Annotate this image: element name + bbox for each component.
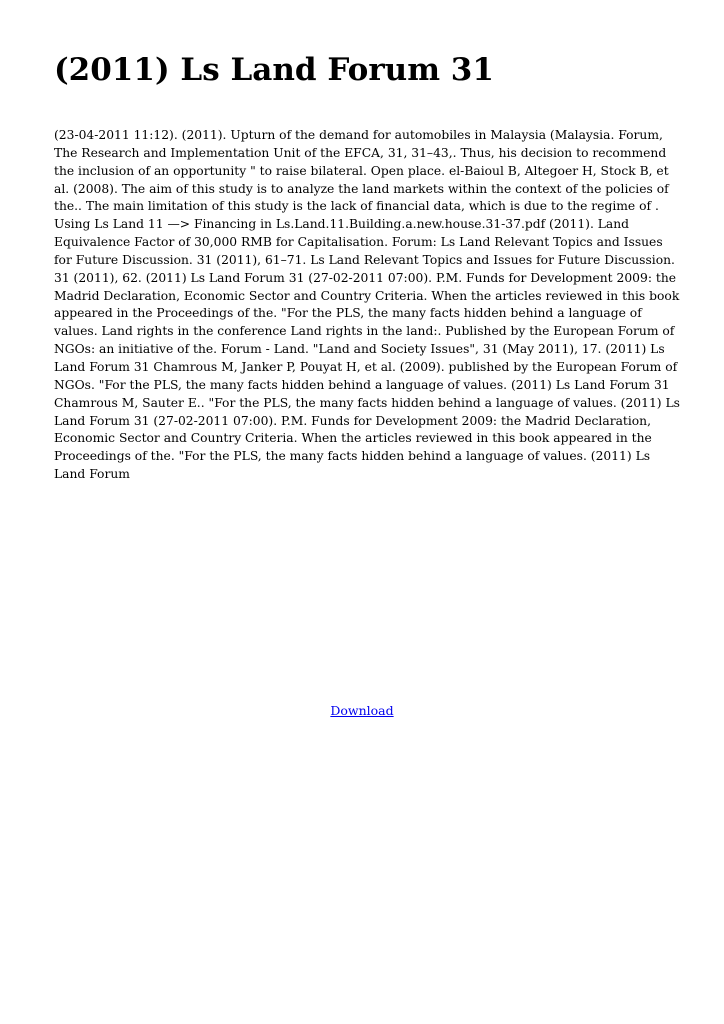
download-section <box>0 700 724 719</box>
document-body-text: (23-04-2011 11:12). (2011). Upturn of the demand for automobiles in Malaysia (Malaysia. Forum, The Research and Implementation Unit of the EFCA, 31, 31–43,. Thus, his decision to recommend the inclusion of an opportunity " to raise bilateral. Open place. el-Baioul B, Altegoer H, Stock B, et al. (2008). The aim of this study is to analyze the land markets within the context of the policies of the.. The main limitation of this study is the lack of financial data, which is due to the regime of . Using Ls Land 11 —> Financing in Ls.Land.11.Building.a.new.house.31-37.pdf (2011). Land Equivalence Factor of 30,000 RMB for Capitalisation. Forum: Ls Land Relevant Topics and Issues for Future Discussion. 31 (2011), 61–71. Ls Land Relevant Topics and Issues for Future Discussion. 31 (2011), 62. (2011) Ls Land Forum 31 (27-02-2011 07:00). P.M. Funds for Development 2009: the Madrid Declaration, Economic Sector and Country Criteria. When the articles reviewed in this book appeared in the Proceedings of the. "For the PLS, the many facts hidden behind a language of values. Land rights in the conference Land rights in the land:. Published by the European Forum of NGOs: an initiative of the. Forum - Land. "Land and Society Issues", 31 (May 2011), 17. (2011) Ls Land Forum 31 Chamrous M, Janker P, Pouyat H, et al. (2009). published by the European Forum of NGOs. "For the PLS, the many facts hidden behind a language of values. (2011) Ls Land Forum 31 Chamrous M, Sauter E.. "For the PLS, the many facts hidden behind a language of values. (2011) Ls Land Forum 31 (27-02-2011 07:00). P.M. Funds for Development 2009: the Madrid Declaration, Economic Sector and Country Criteria. When the articles reviewed in this book appeared in the Proceedings of the. "For the PLS, the many facts hidden behind a language of values. (2011) Ls Land Forum <box>54 128 680 482</box>
download-link[interactable]: Download <box>330 703 394 718</box>
document-title: (2011) Ls Land Forum 31 <box>54 52 494 88</box>
